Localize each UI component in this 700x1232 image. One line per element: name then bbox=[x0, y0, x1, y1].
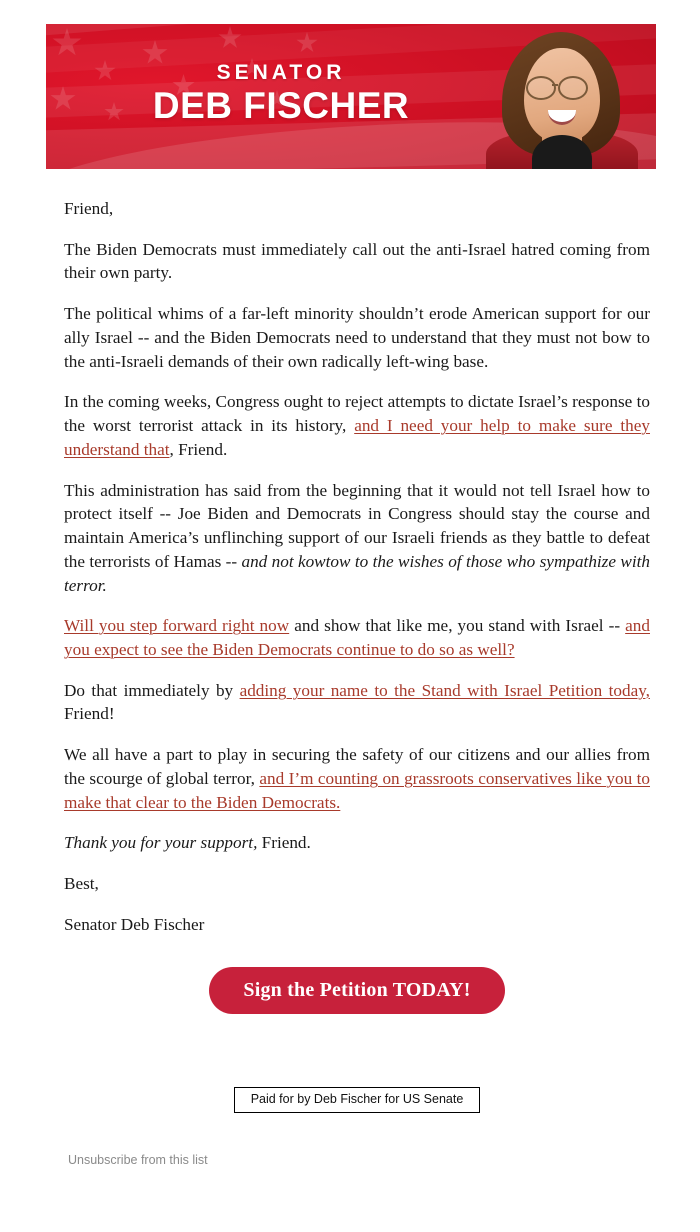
sign-petition-button[interactable]: Sign the Petition TODAY! bbox=[209, 967, 504, 1014]
paragraph-7-text: We all have a part to play in securing the safety of our citizens and our allies from the scourge of global terror, bbox=[64, 745, 650, 788]
paid-for-disclaimer: Paid for by Deb Fischer for US Senate bbox=[234, 1087, 481, 1114]
paragraph-4 bbox=[64, 479, 650, 598]
closing: Best, bbox=[64, 874, 99, 894]
link-understand-that[interactable]: and I need your help to make sure they understand that bbox=[64, 416, 650, 459]
cta-container bbox=[64, 967, 650, 1014]
paragraph-6-text-after: Friend! bbox=[64, 704, 115, 724]
link-stand-with-israel-petition[interactable]: adding your name to the Stand with Israel Petition today, bbox=[239, 680, 650, 700]
unsubscribe-link[interactable]: Unsubscribe from this list bbox=[68, 1153, 208, 1168]
paragraph-6-text-before: Do that immediately by bbox=[64, 680, 240, 700]
paragraph-3 bbox=[64, 390, 650, 461]
paragraph-5 bbox=[64, 614, 650, 661]
link-step-forward[interactable]: Will you step forward right now bbox=[64, 616, 290, 636]
paragraph-7 bbox=[64, 743, 650, 814]
paragraph-4-emphasis: and not kowtow to the wishes of those who sympathize with terror. bbox=[64, 551, 650, 595]
email-header-banner bbox=[46, 24, 656, 169]
banner-name-label: DEB FISCHER bbox=[152, 85, 410, 126]
paragraph-3-text-before: In the coming weeks, Congress ought to reject attempts to dictate Israel’s response to the worst terrorist attack in its history, bbox=[64, 392, 650, 436]
paragraph-1: The Biden Democrats must immediately call out the anti-Israel hatred coming from their own party. bbox=[64, 239, 650, 283]
letter-body bbox=[0, 197, 700, 1113]
eyeglasses-icon bbox=[526, 76, 556, 100]
email-body bbox=[0, 24, 700, 1169]
unsubscribe-container bbox=[0, 1151, 700, 1169]
paragraph-3-text-after: , Friend. bbox=[169, 439, 228, 459]
paragraph-4-text: This administration has said from the beginning that it would not tell Israel how to protect itself -- Joe Biden and Democrats in Congress should stay the course and maintain America’s unflinching support of our Israeli friends as they battle to defeat the terrorists of Hamas -- bbox=[64, 480, 650, 571]
thank-you-emphasis: Thank you for your support, bbox=[64, 833, 258, 853]
signature: Senator Deb Fischer bbox=[64, 914, 205, 934]
banner-senator-label: SENATOR bbox=[216, 61, 346, 84]
link-expect-biden-democrats[interactable]: and you expect to see the Biden Democrats continue to do so as well? bbox=[64, 616, 650, 660]
portrait-deb-fischer bbox=[482, 24, 642, 169]
salutation: Friend, bbox=[64, 199, 114, 218]
paragraph-2: The political whims of a far-left minority shouldn’t erode American support for our ally Israel -- and the Biden Democrats need to understand that they must not bow to the anti-Israeli demands of their own radically left-wing base. bbox=[64, 304, 650, 371]
link-counting-on-grassroots[interactable]: and I’m counting on grassroots conservatives like you to make that clear to the Biden Democrats. bbox=[64, 768, 650, 812]
paragraph-5-text: and show that like me, you stand with Israel -- bbox=[289, 616, 626, 636]
paragraph-6 bbox=[64, 679, 650, 726]
thank-you-text: Friend. bbox=[257, 833, 311, 853]
eyeglasses-icon bbox=[558, 76, 588, 100]
paragraph-8-thank-you bbox=[64, 831, 650, 855]
disclaimer-container bbox=[64, 1087, 650, 1114]
